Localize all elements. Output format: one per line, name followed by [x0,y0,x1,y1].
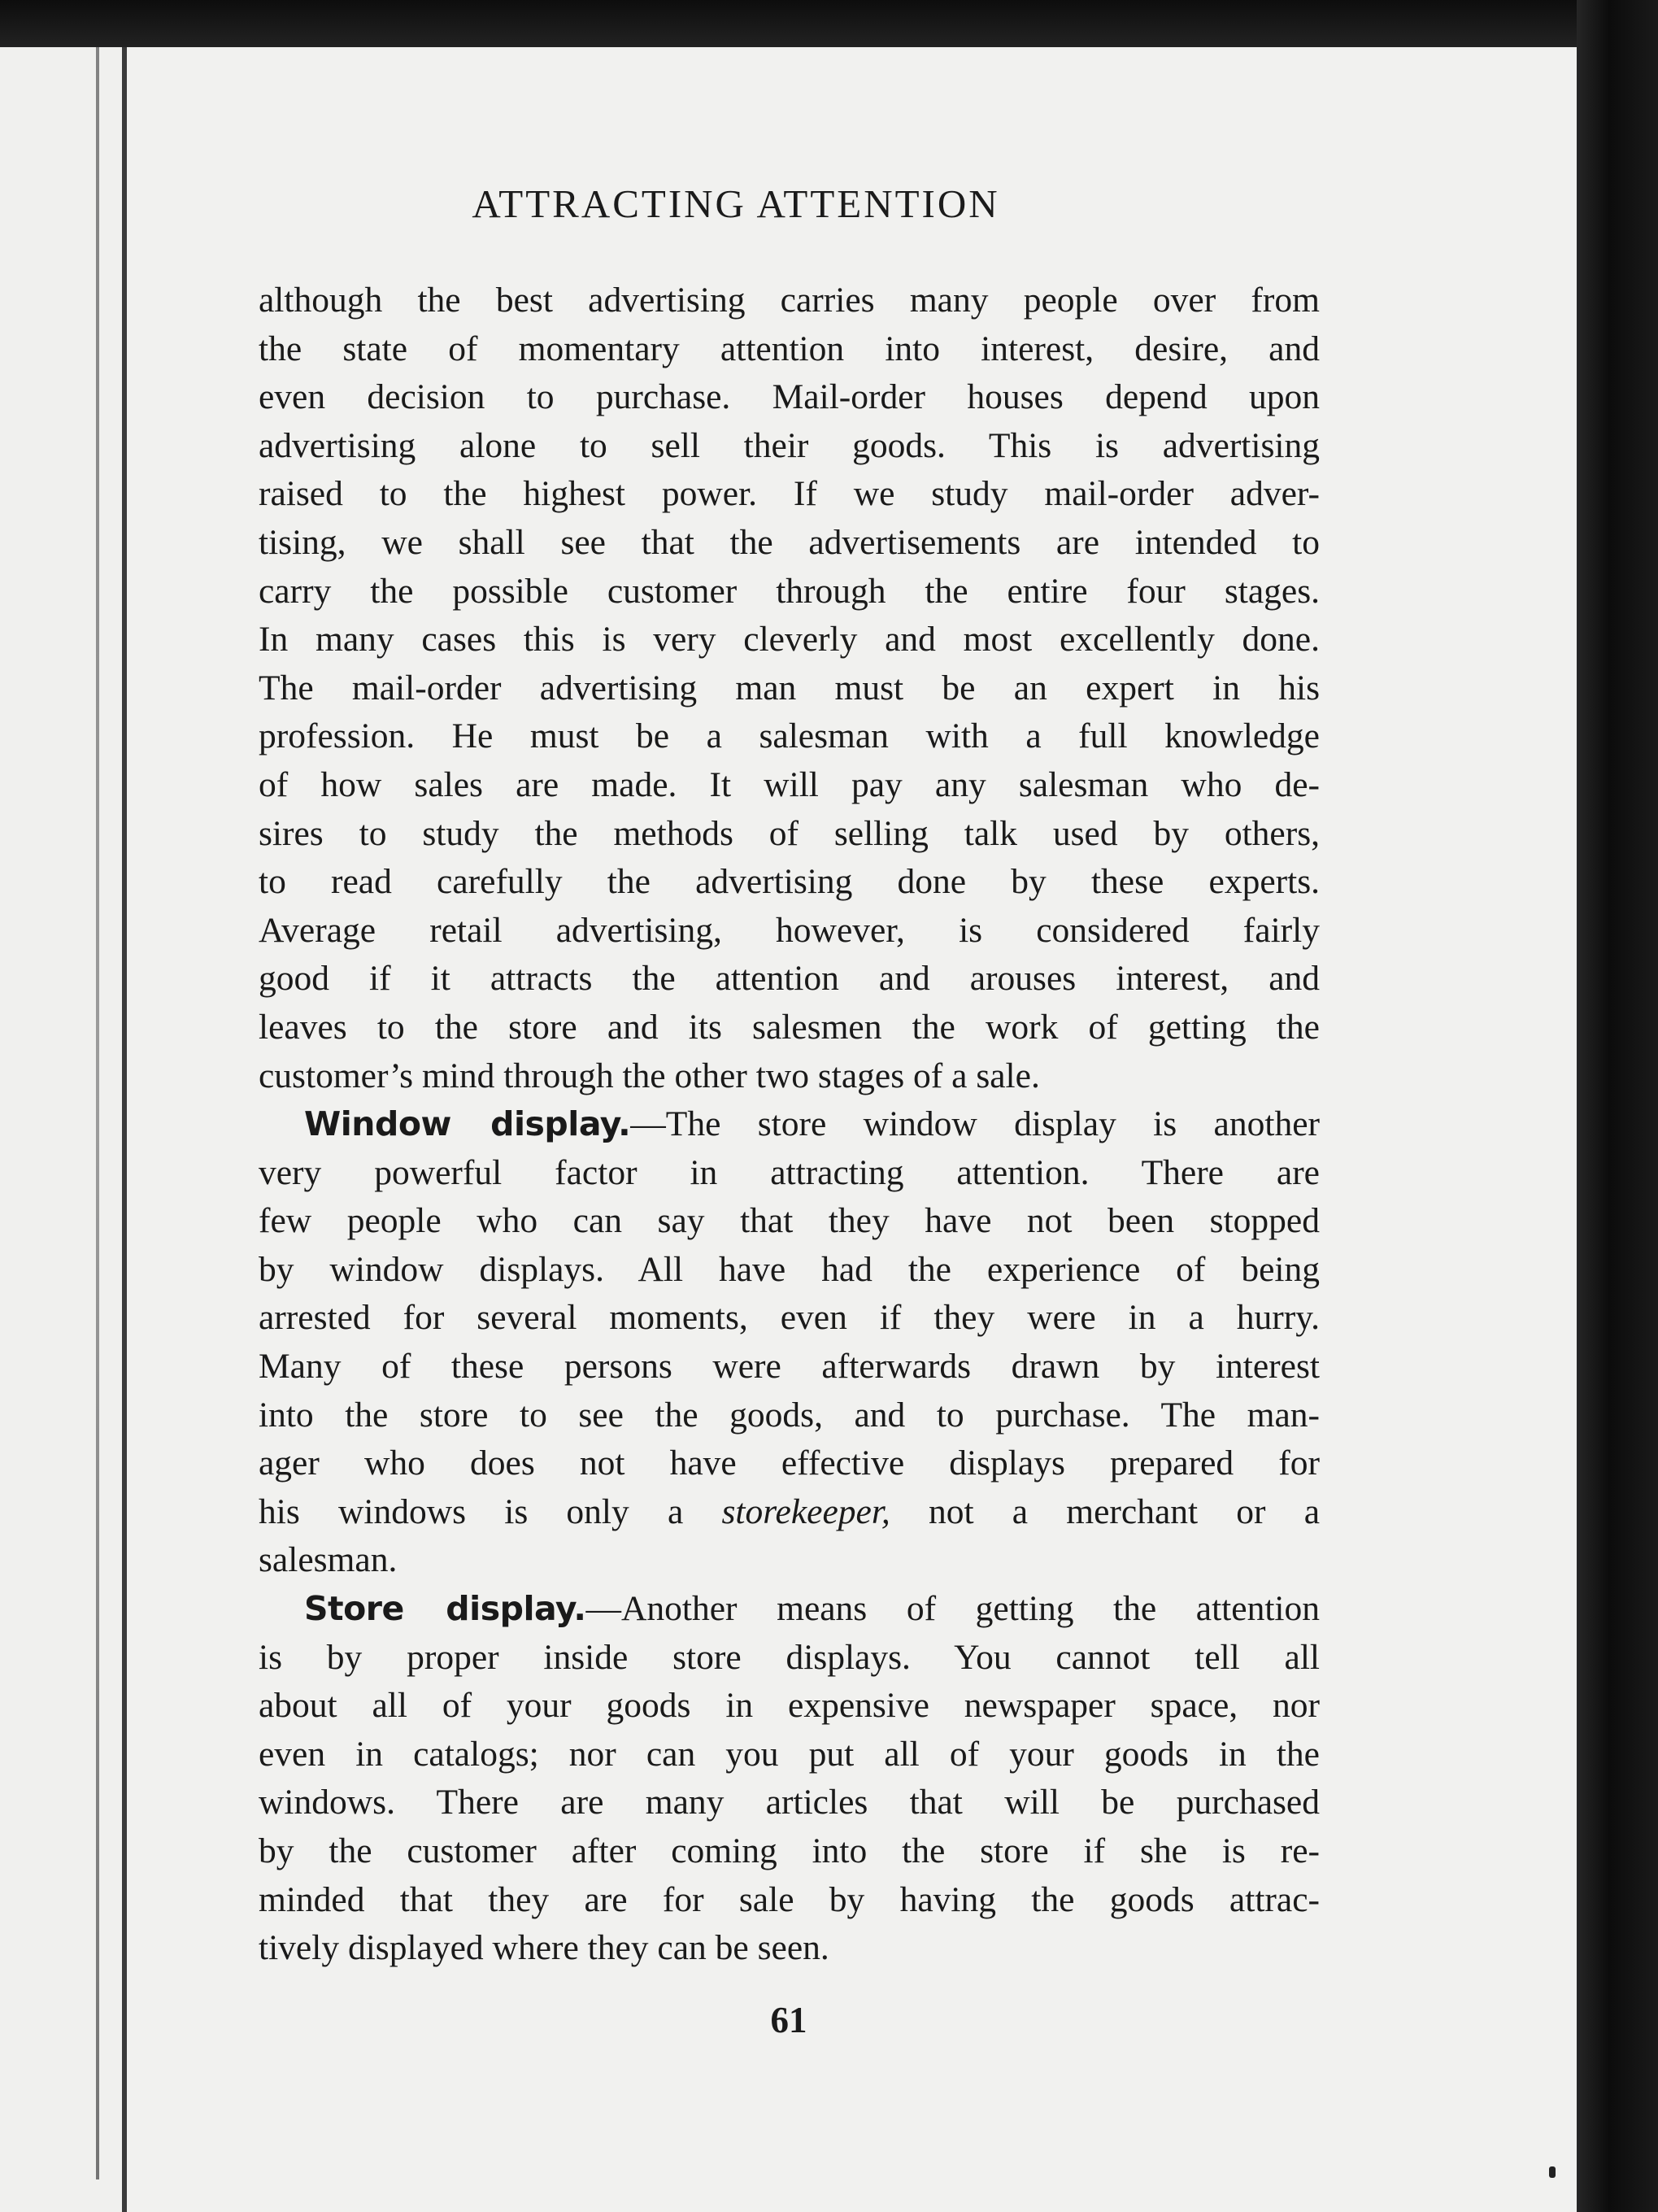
paragraph-start-store-display [259,1585,1320,1634]
text-line: ager who does not have effective displays prepared for [259,1443,1320,1483]
text-line: Average retail advertising, however, is considered fairly [259,910,1320,950]
text-fragment: his windows is only a [259,1491,722,1531]
scan-right-border [1577,0,1658,2212]
italic-term: storekeeper, [721,1491,890,1531]
text-line: even decision to purchase. Mail-order houses depend upon [259,377,1320,417]
text-line: even in catalogs; nor can you put all of your goods in the [259,1734,1320,1774]
text-line: The mail-order advertising man must be an expert in his [259,668,1320,708]
text-line: by the customer after coming into the store if she is re- [259,1831,1320,1870]
text-line: few people who can say that they have not been stopped [259,1201,1320,1241]
text-line: good if it attracts the attention and arouses interest, and [259,959,1320,999]
text-fragment: —The store window display is another [630,1104,1320,1144]
text-line-with-italic [259,1488,1320,1537]
text-line: carry the possible customer through the entire four stages. [259,571,1320,611]
text-line: tively displayed where they can be seen. [259,1928,829,1968]
text-line: advertising alone to sell their goods. This is advertising [259,425,1320,465]
gutter-shadow [96,33,99,2179]
text-line: about all of your goods in expensive newspaper space, nor [259,1686,1320,1726]
scan-speck [1549,2166,1556,2178]
run-in-heading: Window display. [304,1104,631,1144]
text-line: salesman. [259,1540,398,1580]
text-line: windows. There are many articles that will be purchased [259,1783,1320,1822]
text-line: of how sales are made. It will pay any salesman who de- [259,764,1320,804]
run-in-heading: Store display. [304,1589,586,1629]
text-line: is by proper inside store displays. You cannot tell all [259,1637,1320,1677]
text-line: into the store to see the goods, and to purchase. The man- [259,1395,1320,1435]
text-line: by window displays. All have had the experience of being [259,1249,1320,1289]
text-line: raised to the highest power. If we study mail-order adver- [259,474,1320,514]
text-line: very powerful factor in attracting attention. There are [259,1152,1320,1192]
text-line: tising, we shall see that the advertisements are intended to [259,522,1320,562]
text-line: In many cases this is very cleverly and most excellently done. [259,620,1320,660]
text-line: Many of these persons were afterwards drawn by interest [259,1347,1320,1387]
text-line: arrested for several moments, even if they were in a hurry. [259,1298,1320,1338]
text-line: the state of momentary attention into interest, desire, and [259,329,1320,368]
text-fragment: not a merchant or a [890,1491,1321,1531]
text-line: customer’s mind through the other two stages of a sale. [259,1056,1040,1095]
body-text [259,276,1320,1973]
text-line: leaves to the store and its salesmen the work of getting the [259,1007,1320,1047]
text-line: to read carefully the advertising done by these experts. [259,862,1320,902]
page-number: 61 [770,2000,807,2040]
text-line: profession. He must be a salesman with a full knowledge [259,716,1320,756]
scan-top-border [0,0,1658,47]
running-head: ATTRACTING ATTENTION [472,181,1000,226]
text-line: although the best advertising carries many people over from [259,281,1320,320]
facing-page-edge [0,0,122,2212]
paragraph-start-window-display [259,1100,1320,1149]
text-fragment: —Another means of getting the attention [585,1589,1320,1629]
text-line: minded that they are for sale by having the goods attrac- [259,1879,1320,1919]
text-line: sires to study the methods of selling talk used by others, [259,813,1320,853]
